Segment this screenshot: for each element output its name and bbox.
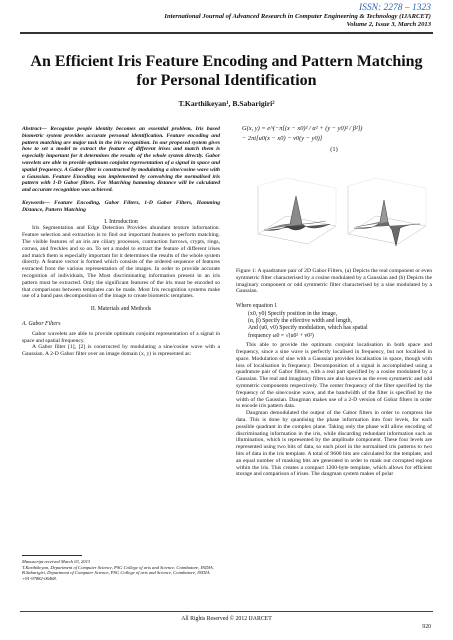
journal-header xyxy=(164,13,431,29)
where-item-modulation: And (u0, v0) Specify modulation, which has spatial xyxy=(248,325,368,332)
plot-imaginary-component xyxy=(348,178,426,246)
right-paragraph-2: Daugman demodulated the output of the Gabor filters in order to compress the data. This is done by quantising the phase information into four levels, for each possible quadrant in the complex plane. Taking only the phase will allow encoding of discriminating information in the iris, while discarding redundant information such as illumination, which is represented by the amplitude component. These four levels are represented using two bits of data, so each pixel in the normalised iris patterns to two bits of data in the iris template. A total of 9600 bits are calculated for the template, and an equal number of masking bits are generated in order to mask out corrupted regions within the iris. This creates a compact 1200-byte template, which allows for efficient storage and comparison of irises. The daugman system makes of polar xyxy=(236,410,432,478)
right-column xyxy=(236,268,432,478)
gabor-filter-figure xyxy=(250,172,430,260)
footnote-received: Manuscript received March 03, 2013 xyxy=(22,559,91,564)
footer-rule xyxy=(20,611,433,612)
footnote-author-2: B.Sabarigiri, Department of Computer Science, PSG College of arts and Science, Coimbatore, INDIA. +91-97882-06468. xyxy=(22,570,211,581)
figure-caption: Figure 1: A quadrature pair of 2D Gabor Filters, (a) Depicts the real component or even symmetric filter characterised by a cosine modulated by a Gaussian and (b) Depicts the imaginary component or odd symmetric filter characterised by a sine modulated by a Gaussian. xyxy=(236,268,432,295)
abstract xyxy=(22,126,220,194)
gabor-filter-plots xyxy=(250,172,430,260)
where-block xyxy=(236,303,432,340)
subsection-heading-gabor: A. Gabor Filters xyxy=(22,320,61,327)
equation-line-1: G(x, y) = e^(−π[(x − x0)² / α² + (y − y0)² / β²]) xyxy=(242,125,363,132)
gabor-paragraph-2: A Gabor filter [1], [2] is constructed by modulating a sine/cosine wave with a Gaussian. A 2-D Gabor filter over an image domain (x, y) is represented as: xyxy=(22,344,220,358)
abstract-text: Recognize people identity becomes an essential problem, Iris based biometric system provides accurate personal identification. Feature encoding and pattern matching are major task in the iris recognition. In our proposed system gives how to set a model to extract the feature of different irises and match them is especially important for it determines the results of the whole system directly. Gabor wavelets are able to provide optimum conjoint representation of a signal in space and spatial frequency. A Gabor filter is constructed by modulating a sine/cosine wave with a Gaussian. Feature Encoding was implemented by convolving the normalised iris pattern with 1-D Gabor filters. For Matching hamming distance will be calculated and accurate recognition was achieved. xyxy=(22,126,220,194)
section-heading-introduction: I. Introduction xyxy=(104,218,138,225)
plot-real-component xyxy=(258,178,336,244)
section-heading-methods: II. Materials and Methods xyxy=(90,306,152,313)
introduction-text: Iris Segmentation and Edge Detection Provides abundant texture information. Feature selection and extraction is to find out important features to perform matching. The visible features of an iris are ciliary processes, contraction furrows, crypts, rings, cornea, and freckles and so on. To set a model to extract the feature of different irises and match them is especially important for it determines the results of the whole system directly. A feature vector is formed which consists of the ordered sequence of features extracted from the various representation of the images. In order to provide accurate recognition of individuals, The Most discriminating information present in an iris pattern must be extracted. Only the significant features of the iris must be encoded so that comparisons between templates can be made. Most Iris recognition systems make use of a band pass decomposition of the image to create biometric templates. xyxy=(22,225,220,300)
equation-number: (1) xyxy=(330,146,338,153)
page-number: 920 xyxy=(422,624,431,630)
journal-volume: Volume 2, Issue 3, March 2013 xyxy=(346,21,431,28)
gabor-paragraph-1: Gabor wavelets are able to provide optimum conjoint representation of a signal in space and spatial frequency. xyxy=(22,330,220,344)
keywords: Keywords— Feature Encoding, Gabor Filters, 1-D Gabor Filters, Hamming Distance, Pattern Matching xyxy=(22,199,220,213)
paper-title: An Efficient Iris Feature Encoding and Pattern Matching for Personal Identification xyxy=(30,53,423,89)
header-rule xyxy=(20,32,433,34)
footnote-author-1: T.Karthikeyan, Department of Computer Science, PSG College of arts and Science. Coimbatore, INDIA. xyxy=(22,564,214,570)
where-item-position: (x0, y0) Specify position in the image, xyxy=(248,310,338,317)
footnote-rule xyxy=(22,555,82,556)
abstract-label: Abstract— xyxy=(22,126,47,132)
where-item-width-length: (α, β) Specify the effective width and length, xyxy=(248,318,352,324)
equation-line-2: − 2πi[u0(x − x0) − v0(y − y0)] xyxy=(242,135,323,142)
issn: ISSN: 2278 – 1323 xyxy=(358,3,431,13)
authors: T.Karthikeyan¹, B.Sabarigiri² xyxy=(178,99,275,108)
journal-name: International Journal of Advanced Research in Computer Engineering & Technology (IJARCET) xyxy=(164,13,431,20)
where-item-frequency: frequency ω0 = √(u0² + v0²) xyxy=(248,332,314,339)
right-paragraph-1: This able to provide the optimum conjoint localisation in both space and frequency, since a sine wave is perfectly localised in frequency, but not localised in space. Modulation of sine with a Gaussian provides localisation in space, though with loss of localisation in frequency. Decomposition of a signal is accomplished using a quadrature pair of Gabor filters, with a real part specified by a cosine modulated by a Gaussian. The real and imaginary filters are also known as the even symmetric and odd symmetric components respectively. The center frequency of the filter specified by the frequency of the sine/cosine wave, and the bandwidth of the filter is specified by the width of the Gaussian. Daugman makes use of a 2-D version of Gobar filters in order to encode iris pattern data. xyxy=(236,342,432,410)
equation-block xyxy=(236,125,432,165)
left-column xyxy=(22,126,220,358)
where-label: Where equation 1 xyxy=(236,303,278,310)
footer-copyright: All Rights Reserved © 2012 IJARCET xyxy=(181,616,272,622)
footnotes xyxy=(22,559,220,581)
